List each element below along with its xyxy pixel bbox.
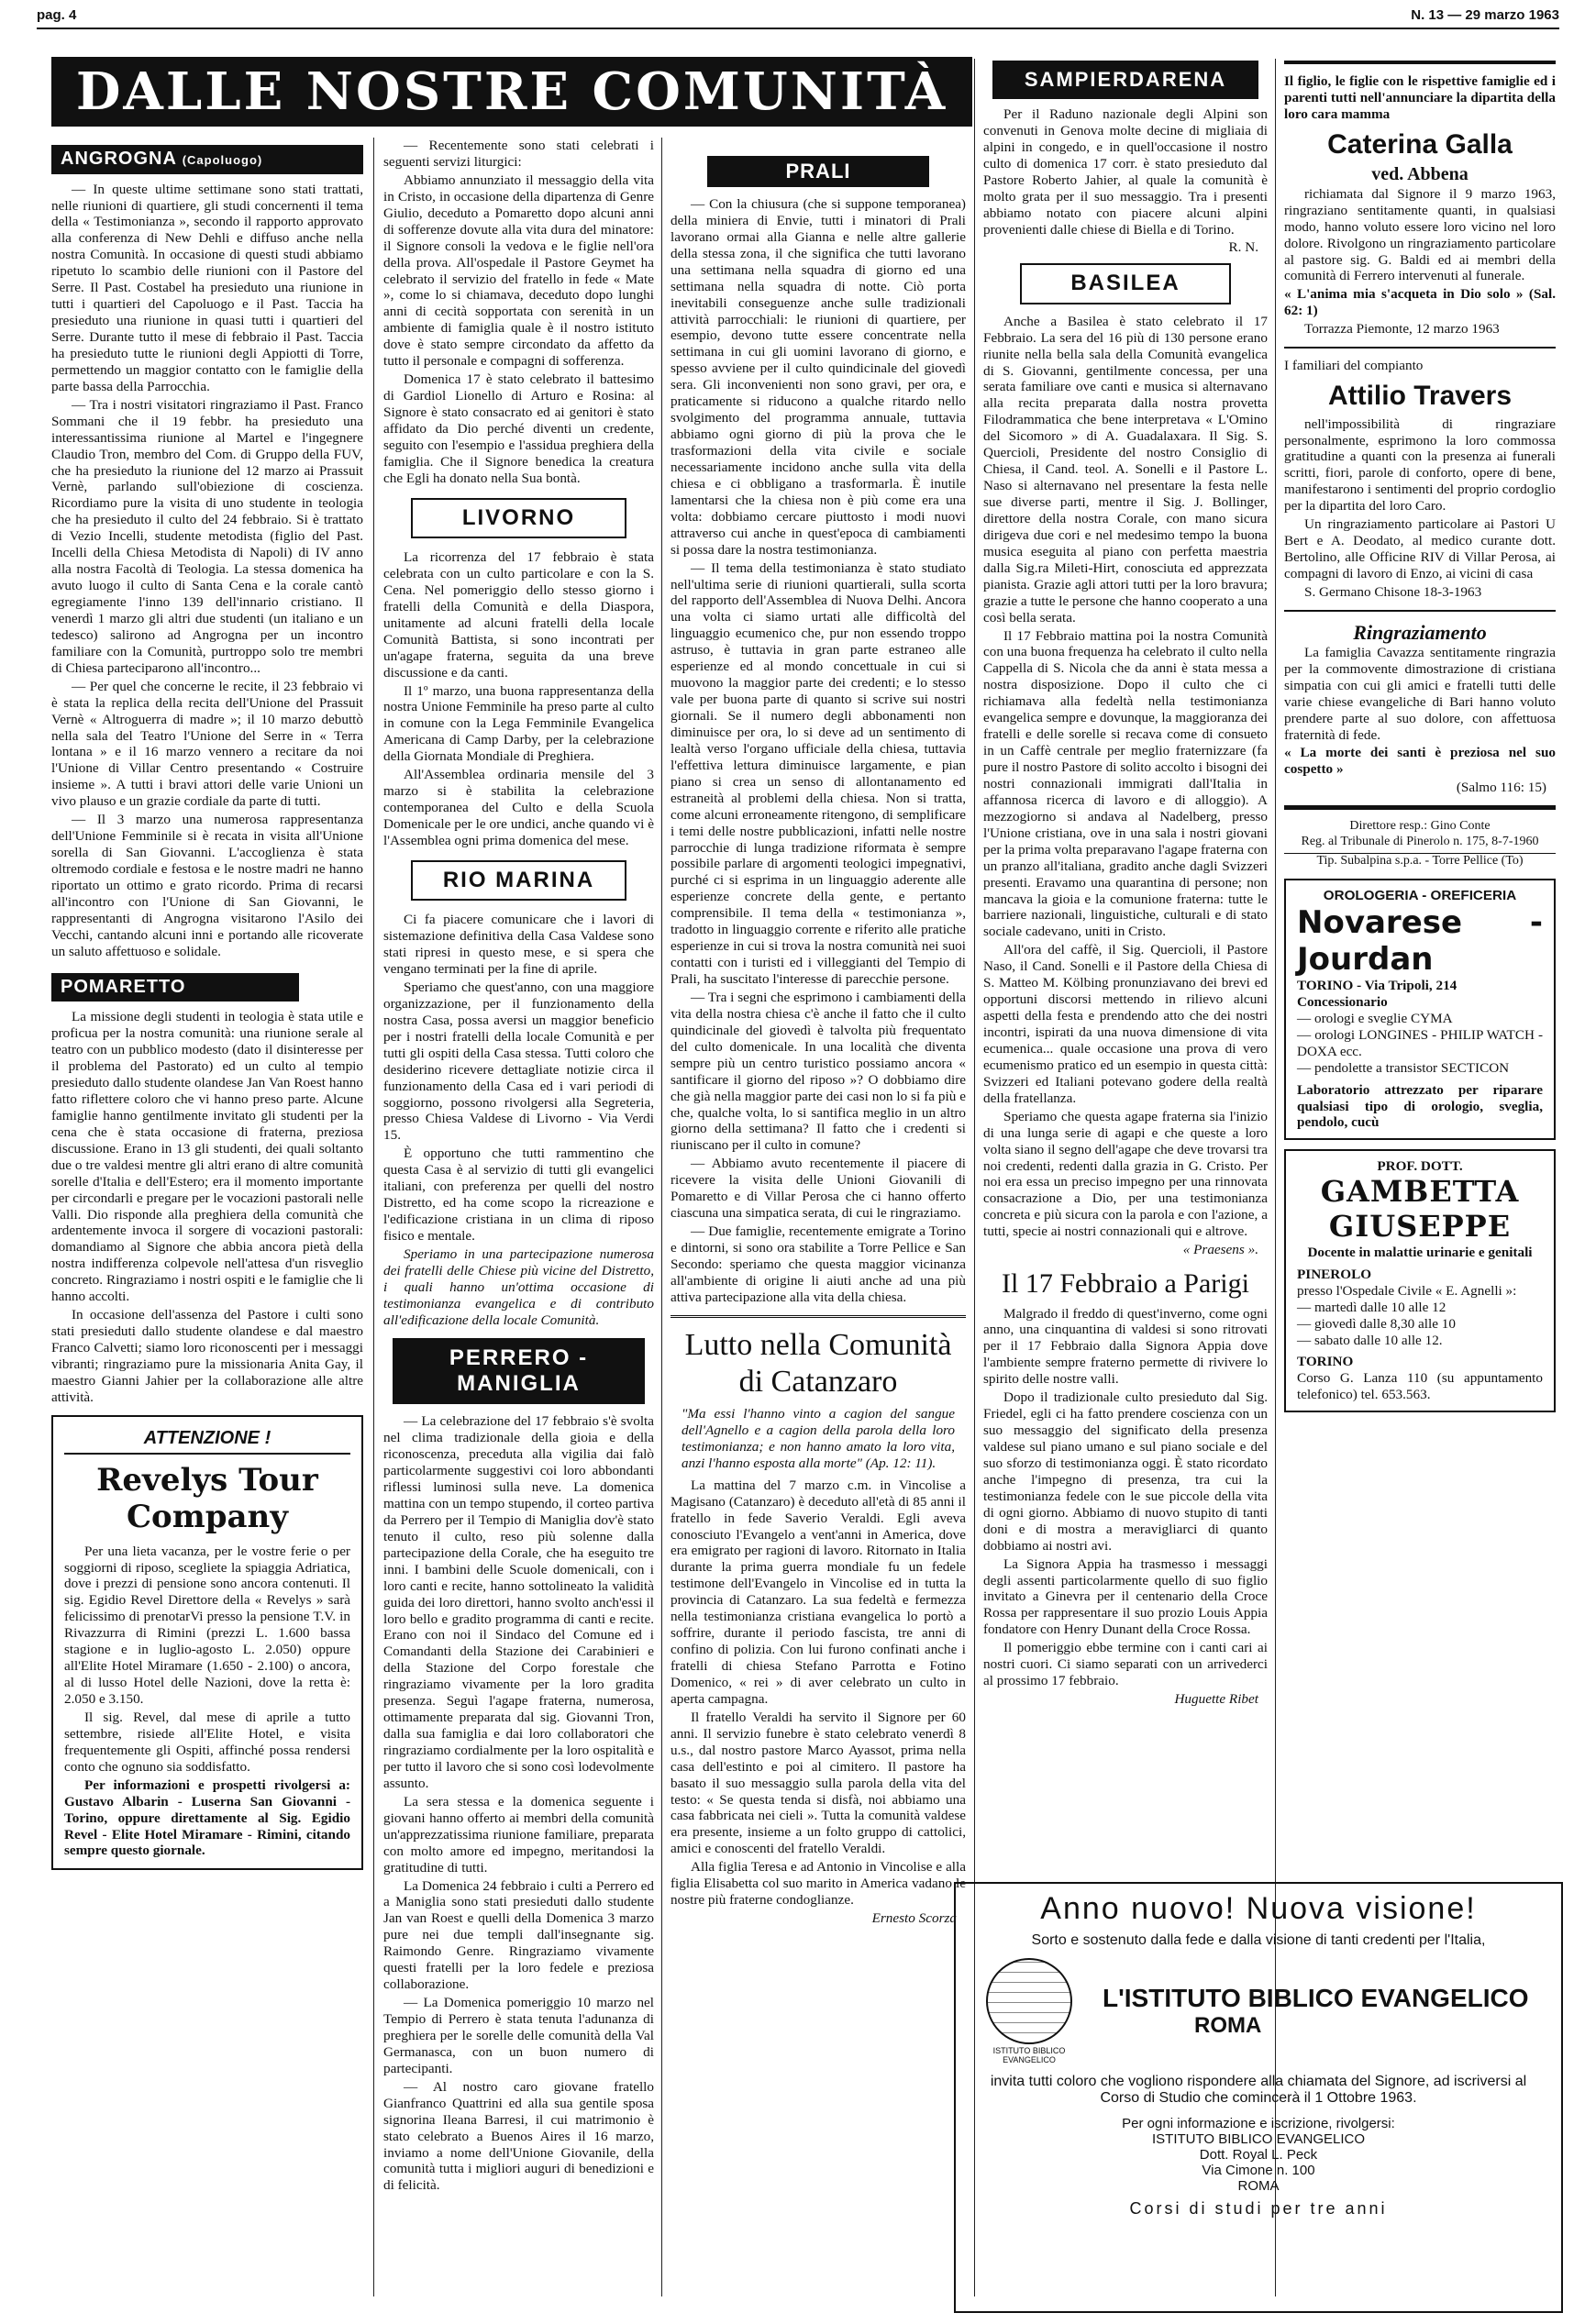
masthead: DALLE NOSTRE COMUNITÀ <box>51 57 972 127</box>
ad-address: Via Cimone n. 100 <box>1202 2163 1315 2178</box>
paragraph: — La Domenica pomeriggio 10 marzo nel Tempio di Perrero è stata tenuta l'adunanza di preghiera per le sorelle delle comunità della Val Germanasca, con un buon numero di partecipanti. <box>383 1995 654 2076</box>
doctor-hours: — sabato dalle 10 alle 12. <box>1297 1332 1443 1348</box>
doctor-ad <box>1284 1149 1556 1412</box>
section-title-livorno: LIVORNO <box>411 498 626 538</box>
obituary-intro: I familiari del compianto <box>1284 358 1424 374</box>
shop-lab: Laboratorio attrezzato per riparare qualsiasi tipo di orologio, sveglia, pendolo, cucù <box>1297 1081 1543 1131</box>
section-title-basilea: BASILEA <box>1020 263 1231 304</box>
column-divider <box>373 138 374 2296</box>
logo-text: ISTITUTO BIBLICO EVANGELICO <box>992 2046 1066 2064</box>
article-title-parigi: Il 17 Febbraio a Parigi <box>1002 1268 1249 1300</box>
paragraph: Il pomeriggio ebbe termine con i canti cari ai nostri cuori. Ci siamo separati con un arrivederci al prossimo 17 febbraio. <box>983 1640 1268 1689</box>
paragraph: La mattina del 7 marzo c.m. in Vincolise a Magisano (Catanzaro) è deceduto all'età di 85 anni il fratello in fede Saverio Veraldi. Egli aveva conosciuto l'Evangelo a vent'anni in America, dove era emigrato per ragioni di lavoro. Ritornato in Italia durante la prima guerra mondiale fu un fedele testimone dell'Evangelo in Vincolise ed in tutta la provincia di Catanzaro. La sua fedeltà e fermezza nella testimonianza cristiana evangelica lo portò a soffrire, durante il periodo fascista, tre anni di confino di polizia. Con lui furono confinati anche i fratelli di chiesa Stefano Parrotta e Fotino Domenico, « rei » di aver celebrato un culto in aperta campagna. <box>671 1477 966 1707</box>
divider <box>1284 347 1556 349</box>
divider <box>1284 805 1556 810</box>
ad-title: Anno nuovo! Nuova visione! <box>1040 1891 1477 1926</box>
institute-city: ROMA <box>1194 2013 1262 2038</box>
signature: R. N. <box>1228 239 1258 256</box>
column-4 <box>983 61 1268 1875</box>
paragraph: — Con la chiusura (che si suppone temporanea) della miniera di Envie, tutti i minatori di Prali lavorano ormai alla Gianna e nelle altre gallerie della stessa zona, il che significa che tutti lavorano una settimana nella squadra di giorno ed una settimana nella squadra di notte. Ciò porta inevitabili conseguenze anche sulle tradizionali attività parrocchiali: le riunioni di quartiere, per esempio, devono tutte essere concentrate nella settimana in cui gli uomini lavorano di giorno, e spesso avviene per il culto quindicinale del giovedì sera. Gli inconvenienti non sono gravi, per ora, e praticamente si riducono a qualche ritardo nello svolgimento del programma annuale, tuttavia abbiamo ogni giorno di più la prova che le trasformazioni della vita civile e sociale necessariamente incidono anche sulla vita della chiesa e ci obbligano a trasformarla. È inutile lamentarsi che la chiesa non è più come era una volta: dobbiamo cercare piuttosto i modi nuovi attraverso cui anche in quest'epoca di cambiamenti si possa dare la nostra testimonianza. <box>671 195 966 558</box>
paragraph: richiamata dal Signore il 9 marzo 1963, ringraziano sentitamente quanti, in qualsiasi modo, hanno voluto essere loro vicino nel loro dolore. Rivolgono un ringraziamento particolare al pastore sig. G. Baldi ed ai membri della comunità di Ferrero intervenuti al funerale. <box>1284 185 1556 284</box>
section-title-prali: PRALI <box>707 156 929 187</box>
paragraph: Il 17 Febbraio mattina poi la nostra Comunità con una buona frequenza ha celebrato il culto nella Cappella di S. Nicola che da anni è stata messa a nostra disposizione. Dopo il culto che ci richiamava alla fedeltà nella testimonianza evangelica sempre e dovunque, la maggioranza dei fratelli e delle sorelle si recava come di consueto in un Caffè centrale per meglio fraternizzare (fa pure il nostro Pastore di solito accolto i bisogni dei nostri connazionali immigrati dall'Italia in affannosa ricerca di lavoro e di alloggio). A mezzogiorno si andava al Nadelberg, presso l'Unione cristiana, ove in una sala i nostri giovani per la prima volta preparavano l'agape fraterna con un pranzo all'italiana, gradito anche dagli Svizzeri presenti. Eravamo una quarantina di persone; non mancava la gioia e la comunione fraterna: tutte le barriere nazionali, linguistiche, culturali e di stato sociale cadevano, uniti in Cristo. <box>983 627 1268 940</box>
paragraph: La Signora Appia ha trasmesso i messaggi degli assenti particolarmente quello di suo figlio invitato a Ginevra per il centenario della Croce Rossa per rappresentare il suo prozio Louis Appia fondatore con Henry Dunant della Croce Rossa. <box>983 1555 1268 1638</box>
paragraph: Per informazioni e prospetti rivolgersi a: Gustavo Albarin - Luserna San Giovanni - Torino, oppure direttamente al Sig. Egidio Revel - Elite Hotel Miramare - Rimini, citando sempre questo giornale. <box>64 1776 350 1859</box>
column-divider <box>661 138 662 2296</box>
paragraph: — Abbiamo avuto recentemente il piacere di ricevere la visita delle Unioni Giovanili di Pomaretto e di Villar Perosa che ci hanno offerto ciascuna una simpatica serata, di cui le ringraziamo. <box>671 1156 966 1222</box>
obituary-place: Torrazza Piemonte, 12 marzo 1963 <box>1304 321 1500 338</box>
signature: « Praesens ». <box>1182 1242 1258 1258</box>
bible-institute-ad <box>954 1882 1563 2313</box>
paragraph: Domenica 17 è stato celebrato il battesimo di Gardiol Lionello di Arturo e Rosina: al Signore è stato consacrato ed ai genitori è stato affidato da Dio perché diventi un credente, seguito con l'esempio e l'assidua preghiera della famiglia. Che il Signore benedica la creatura che Egli ha donato nella Sua bontà. <box>383 371 654 486</box>
page-number: pag. 4 <box>37 7 77 23</box>
issue-date: N. 13 — 29 marzo 1963 <box>1411 7 1559 23</box>
paragraph: In occasione dell'assenza del Pastore i culti sono stati presieduti dallo studente olandese e dal maestro Franco Calvetti; siamo loro riconoscenti per i messaggi vibranti; ringraziamo pure la missionaria Anita Gay, il maestro Gianni Jahier per la collaborazione alle altre attività. <box>51 1307 363 1405</box>
column-1 <box>51 138 363 2315</box>
paragraph: La missione degli studenti in teologia è stata utile e proficua per la nostra comunità: una riunione serale al teatro con un pubblico modesto (dato il disinteresse per il problema del Pastorato) ed un culto al tempio presieduto dallo studente olandese Jan Van Roest hanno fatto riflettere coloro che vi hanno preso parte. Alcune famiglie hanno gentilmente invitato gli studenti per la cena che è stata occasione di fraterna, preziosa discussione. Erano in 13 gli studenti, dei quali soltanto due o tre valdesi mentre gli altri erano di altre comunità sorelle d'Italia e dell'Estero; era il momento importante per circondarli e pregare per le vocazioni pastorali nelle Valli. Dio risponde alla preghiera della comunità che ardentemente invoca il sorgere di vocazioni pastorali: domandiamo al Signore che abbia ancora pietà della nostra indifferenza colpevole nell'attesa d'un risveglio concreto. Ringraziamo i nostri ospiti e le famiglie che li hanno accolti. <box>51 1009 363 1305</box>
paragraph: — Recentemente sono stati celebrati i seguenti servizi liturgici: <box>383 138 654 170</box>
obituary-intro: Il figlio, le figlie con le rispettive famiglie ed i parenti tutti nell'annunciare la dipartita della loro cara mamma <box>1284 73 1556 122</box>
paragraph: Speriamo che quest'anno, con una maggiore organizzazione, per il funzionamento della nostra Casa, possa aversi un maggior beneficio per i nostri fratelli della locale Comunità e per tutti gli ospiti della Casa stessa. Tutti coloro che desiderino ricevere dettagliate notizie circa il funzionamento della Casa ed i vari periodi di soggiorno, possono rivolgersi alla Segreteria, presso Chiesa Valdese di Livorno - Via Verdi 15. <box>383 979 654 1144</box>
shop-item: — orologi e sveglie CYMA <box>1297 1010 1453 1026</box>
globe-icon <box>986 1958 1072 2044</box>
divider <box>1284 610 1556 612</box>
ad-info: Per ogni informazione e iscrizione, rivolgersi: <box>1122 2116 1395 2131</box>
page-header <box>37 7 1559 29</box>
divider <box>671 1315 966 1318</box>
paragraph: Ci fa piacere comunicare che i lavori di sistemazione definitiva della Casa Valdese sono stati ripresi in questo mese, e si spera che vengano terminati per la fine di aprile. <box>383 912 654 977</box>
thanks-title: Ringraziamento <box>1353 620 1487 644</box>
shop-concessionaire: Concessionario <box>1297 993 1388 1010</box>
paragraph: Alla figlia Teresa e ad Antonio in Vincolise e alla figlia Elisabetta col suo marito in America vadano le nostre più fraterne condoglianze. <box>671 1859 966 1909</box>
doctor-hours: — giovedì dalle 8,30 alle 10 <box>1297 1315 1456 1332</box>
registration-line: Reg. al Tribunale di Pinerolo n. 175, 8-7-1960 <box>1301 834 1539 848</box>
paragraph: Il fratello Veraldi ha servito il Signore per 60 anni. Il servizio funebre è stato celebrato venerdì 8 u.s., dal nostro pastore Marco Ayassot, prima nella casa dell'estinto e poi al cimitero. Il pastore ha basato il suo messaggio sulla parola della vita del testo: « Se questa tenda si disfà, noi abbiamo una casa fabbricata nei cieli ». Tutta la comunità valdese era presente, insieme a un folto gruppo di cattolici, amici e conoscenti del fratello Veraldi. <box>671 1709 966 1857</box>
section-title-sampierdarena: SAMPIERDARENA <box>992 61 1258 99</box>
ad-address: ISTITUTO BIBLICO EVANGELICO <box>1152 2131 1365 2147</box>
revelys-ad <box>51 1415 363 1871</box>
paragraph: La ricorrenza del 17 febbraio è stata celebrata con un culto particolare e con la S. Cena. Nel pomeriggio dello stesso giorno i fratelli della Comunità e della Diaspora, unitamente ad alcuni fratelli della locale Comunità Battista, si sono incontrati per un'agape fraterna, seguita da una breve discussione e da canti. <box>383 549 654 681</box>
paragraph: Un ringraziamento particolare ai Pastori U Bert e A. Deodato, al medico curante dott. Bertolino, alle Officine RIV di Villar Perosa, ai compagni di lavoro di Enzo, ai vicini di casa <box>1284 516 1556 581</box>
paragraph: — Il 3 marzo una numerosa rappresentanza dell'Unione Femminile si è recata in visita all'Unione sorella di San Giovanni. L'accoglienza è stata oltremodo cordiale e festosa e le nostre madri ne hanno riportato un ottimo e grato ricordo. Prima di recarsi all'incontro con l'Unione di San Giovanni, le rappresentanti di Angrogna visitarono l'Asilo dei Vecchi, cantando alcuni inni e portando alle ricoverate un saluto affettuoso e solidale. <box>51 812 363 959</box>
paragraph: — Per quel che concerne le recite, il 23 febbraio vi è stata la replica della recita dell'Unione del Prassuit Vernè « Altroguerra di madre »; il 10 marzo debuttò nella sala del Teatro l'Unione del Serre in « Terra lontana » e il 16 marzo vennero a recitare da noi l'Unione di Villar Centro presentando « Costruire insieme ». A tutti i bravi attori delle varie Unioni un vivo plauso e un grazie cordiale da parte di tutti. <box>51 678 363 810</box>
ad-headline: ATTENZIONE ! <box>64 1424 350 1455</box>
paragraph: — Due famiglie, recentemente emigrate a Torino e dintorni, si sono ora stabilite a Torre Pellice e San Secondo: speriamo che questa maggior vicinanza all'ambiente di origine li aiuti anche ad una più attiva partecipazione alla vita della chiesa. <box>671 1223 966 1305</box>
paragraph: Speriamo in una partecipazione numerosa dei fratelli delle Chiese più vicine del Distretto, i quali hanno un'ottima occasione di testimonianza evangelica e di contributo all'edificazione della locale Comunità. <box>383 1245 654 1328</box>
paragraph: La famiglia Cavazza sentitamente ringrazia per la commovente dimostrazione di cristiana simpatia con cui gli amici e fratelli tutti delle varie chiese evangeliche di Bari hanno voluto prendere parte al suo dolore, con affettuosa fraternità di fede. <box>1284 644 1556 743</box>
paragraph: — Al nostro caro giovane fratello Gianfranco Quattrini ed alla sua gentile sposa signorina Ileana Barresi, il cui matrimonio è stato celebrato a Buenos Aires il 16 marzo, inviamo a nome dell'Unione Giovanile, della comunità tutta i migliori auguri di benedizioni e di felicità. <box>383 2078 654 2194</box>
thanks-quote: « La morte dei santi è preziosa nel suo cospetto » <box>1284 745 1556 778</box>
doctor-specialty: Docente in malattie urinarie e genitali <box>1307 1244 1533 1260</box>
shop-item: — orologi LONGINES - PHILIP WATCH - DOXA ecc. <box>1297 1026 1543 1059</box>
ad-invite: invita tutti coloro che vogliono rispondere alla chiamata del Signore, ad iscriversi al Corso di Studio che comincerà il 1 Ottobre 1963. <box>990 2074 1527 2106</box>
paragraph: Il 1º marzo, una buona rappresentanza della nostra Unione Femminile ha preso parte al culto in comune con la Lega Femminile Evangelica Americana di Camp Darby, per la celebrazione della Giornata Mondiale di Preghiera. <box>383 682 654 765</box>
doctor-hours: — martedì dalle 10 alle 12 <box>1297 1299 1446 1315</box>
column-2 <box>383 138 654 2315</box>
paragraph: — Tra i segni che esprimono i cambiamenti della vita della nostra chiesa c'è anche il fatto che il culto quindicinale del giovedì è talvolta più frequentato del culto domenicale. In una località che diventa sempre più un centro turistico possiamo ancora « santificare il giorno del riposo »? O dobbiamo dire che già nella maggior parte dei casi non lo si fa più e che, qualche volta, lo si santifica meglio in un altro giorno della settimana? Il fatto che i credenti si riuniscano per il culto in comune? <box>671 989 966 1154</box>
doctor-name: GAMBETTA GIUSEPPE <box>1320 1174 1520 1245</box>
doctor-city: PINEROLO <box>1297 1266 1372 1282</box>
paragraph: — La celebrazione del 17 febbraio s'è svolta nel clima tradizionale della gioia e della riconoscenza, preceduta alla vigilia dai falò particolarmente suggestivi coi loro abbondanti riflessi luminosi sulla neve. La domenica mattina con un tempo stupendo, il corteo partiva da Perrero per il Tempio di Maniglia dov'è stato tenuto il culto, reso più solenne dalla partecipazione della Corale, che ha eseguito tre inni. I bambini delle Scuole domenicali, con i loro canti e recite, hanno sottolineato la validità guida dei loro direttori, hanno svolto anch'essi il loro bello e gradito programma di canti e recite. Erano con noi il Sindaco del Comune ed i Comandanti della Stazione dei Carabinieri e della Stazione del Corpo forestale che ringraziamo vivamente per la loro gradita presenza. Seguì l'agape fraterna, numerosa, ottimamente preparata dal sig. Giovanni Tron, dalla sua famiglia e dai loro collaboratori che ringraziamo cordialmente per la loro ospitalità e per tutto il lavoro che si sono così lodevolmente assunto. <box>383 1413 654 1791</box>
paragraph: La sera stessa e la domenica seguente i giovani hanno offerto ai membri della comunità un'apprezzatissima riunione familiare, preparata con molto amore ed impegno, meritandosi la gratitudine di tutti. <box>383 1793 654 1876</box>
bible-quote: "Ma essi l'hanno vinto a cagion del sangue dell'Agnello e a cagion della parola della loro testimonianza; e non hanno amato la loro vita, anzi l'hanno esposta alla morte" (Ap. 12: 11). <box>682 1405 955 1471</box>
paragraph: All'Assemblea ordinaria mensile del 3 marzo si è stabilita la celebrazione contemporanea del Culto e della Scuola Domenicale per le ore undici, anche quando vi è l'Assemblea ogni prima domenica del mese. <box>383 767 654 848</box>
doctor-address: Corso G. Lanza 110 (su appuntamento telefonico) tel. 653.563. <box>1297 1370 1543 1403</box>
paragraph: Per il Raduno nazionale degli Alpini son convenuti in Genova molte decine di migliaia di alpini in congedo, e in quell'occasione il nostro culto di domenica 17 corr. è stato presieduto dal Pastore Roberto Jahier, al quale la comunità è molto grata per il suo messaggio. Tra i presenti abbiamo notato con piacere alcuni alpini provenienti dalle chiese di Biella e di Torino. <box>983 105 1268 238</box>
obituary-name: Caterina Galla <box>1327 128 1513 160</box>
signature: Ernesto Scorza <box>871 1910 957 1927</box>
editor-line: Direttore resp.: Gino Conte <box>1349 819 1491 834</box>
paragraph: Il sig. Revel, dal mese di aprile a tutto settembre, risiede all'Elite Hotel, e visita frequentemente gli Ospiti, affinché possa rendersi conto che ognuno sia soddisfatto. <box>64 1709 350 1775</box>
obituary-place: S. Germano Chisone 18-3-1963 <box>1304 583 1482 600</box>
ad-subtitle: Sorto e sostenuto dalla fede e dalla visione di tanti credenti per l'Italia, <box>1031 1932 1486 1948</box>
paragraph: All'ora del caffè, il Sig. Quercioli, il Pastore Naso, il Cand. Sonelli e il Pastore della Chiesa di S. Matteo M. Kölbing pronunziavano dei brevi ed opportuni discorsi mettendo in rilievo alcuni aspetti della festa e prendendo atto che dei nostri incontri, ispirati da una nuova dimensione di vita ecumenica... quale occasione una prova di vero ecumenismo pratico ed un esempio in questa città: Svizzeri ed Italiani potevano godere della realtà della fratellanza. <box>983 942 1268 1106</box>
section-title-perrero: PERRERO - MANIGLIA <box>393 1338 645 1405</box>
shop-address: TORINO - Via Tripoli, 214 <box>1297 977 1457 993</box>
paragraph: Anche a Basilea è stato celebrato il 17 Febbraio. La sera del 16 più di 130 persone erano riunite nella bella sala della Comunità evangelica di S. Giovanni, gentilmente concessa, per una serata familiare ove canti e musica si alternavano alla recita preparata dalla nostra provetta Filodrammatica che bene interpretava « L'Omino del Sicomoro » di A. Guadalaxara. Il Sig. S. Quercioli, Presidente del nostro Consiglio di Chiesa, il Cand. teol. A. Sonelli e il Pastore L. Naso si alternavano nel presentare la festa nelle sue diverse parti, mentre il Sig. J. Bollinger, direttore della nostra Corale, con mano sicura dirigeva due cori e nel medesimo tempo la buona musica eseguita al piano con perfetta maestria dalla Sig.ra Mileti-Hirt, conosciuta ed apprezzata pianista. Grazie agli attori tutti per la loro bravura; grazie a tutte le persone che hanno cooperato a una così bella serata. <box>983 313 1268 625</box>
doctor-title: PROF. DOTT. <box>1377 1158 1463 1175</box>
obituary-subname: ved. Abbena <box>1371 164 1469 185</box>
institute-name: L'ISTITUTO BIBLICO EVANGELICO <box>1103 1984 1529 2012</box>
section-title-angrogna: ANGROGNA (Capoluogo) <box>51 145 363 174</box>
doctor-city: TORINO <box>1297 1354 1354 1370</box>
paragraph: La Domenica 24 febbraio i culti a Perrero ed a Maniglia sono stati presieduti dallo studente Jan van Roest e quelli della Domenica 3 marzo pure nei due templi dall'insegnante sig. Raimondo Genre. Ringraziamo vivamente questi fratelli per la loro fedele e preziosa collaborazione. <box>383 1877 654 1993</box>
section-title-pomaretto: POMARETTO <box>51 973 299 1002</box>
paragraph: — In queste ultime settimane sono stati trattati, nelle riunioni di quartiere, gli studi concernenti il tema della « Testimonianza », secondo il rapporto approvato alla conferenza di New Dehli e diffuso anche nella nostra Comunità. In occasione di questi studi abbiamo ripetuto lo scambio delle riunioni con il Pastore del Serre. Il Past. Costabel ha presieduto una riunione in tutti i quartieri del Capoluogo e il Past. Taccia ha presieduto una riunione in quasi tutti i quartieri del Serre. Durante tutto il mese di febbraio il Past. Taccia ha presieduto tutte le riunioni degli Appiotti di Torre, permettendo un maggior contatto con le famiglie della parte bassa della Parrocchia. <box>51 181 363 394</box>
paragraph: Dopo il tradizionale culto presieduto dal Sig. Friedel, egli ci ha fatto prendere coscienza con un suo messaggio del significato della presenza valdese sul piano umano e sul piano sociale e del suo sforzo di testimonianza oggi. È stato ricordato anche l'impegno di presenza, tra cui la testimonianza fedele con le sue piccole della vita di ogni giorno. Abbiamo di nuovo stupito di tanti doni e di mostra a meravigliarci di quanto dobbiamo ai nostri avi. <box>983 1389 1268 1554</box>
printer-line: Tip. Subalpina s.p.a. - Torre Pellice (To) <box>1284 853 1556 869</box>
paragraph: È opportuno che tutti rammentino che questa Casa è al servizio di tutti gli evangelici italiani, con preferenza per quelli del nostro Distretto, ed ha come scopo la ricreazione e l'edificazione cristiana in un clima di riposo fisico e mentale. <box>383 1145 654 1244</box>
paragraph: Malgrado il freddo di quest'inverno, come ogni anno, una cinquantina di valdesi si sono ritrovati per il 17 Febbraio dalla Signora Appia dove l'ambiente sempre fraterno permette di rivivere lo spirito delle nostre valli. <box>983 1305 1268 1388</box>
ad-address: ROMA <box>1237 2178 1280 2194</box>
column-5 <box>1284 61 1556 1875</box>
ad-address: Dott. Royal L. Peck <box>1199 2147 1318 2163</box>
paragraph: nell'impossibilità di ringraziare personalmente, esprimono la loro commossa gratitudine a quanti con la presenza ai funerali scritti, fiori, parole di conforto, opere di bene, manifestarono i sentimenti del proprio cordoglio per la dipartita del loro Caro. <box>1284 415 1556 515</box>
divider <box>1284 61 1556 64</box>
watch-shop-ad <box>1284 879 1556 1141</box>
institute-logo <box>974 1958 1084 2064</box>
doctor-hospital: presso l'Ospedale Civile « E. Agnelli »: <box>1297 1282 1517 1299</box>
paragraph: Abbiamo annunziato il messaggio della vita in Cristo, in occasione della dipartenza di Genre Giulio, deceduto a Pomaretto dopo alcuni anni di sofferenze dovute alla vita dura del minatore: il Signore consoli la vedova e le figlie nell'ora della prova. All'ospedale il Pastore Geymet ha celebrato il servizio del fratello in fede « Mate », come lo si chiamava, deceduto dopo lunghi anni di cecità sopportata con serenità in un ambiente di famiglia quale è il nostro istituto dove è stato sempre circondato da affetto da tutto il personale e compagni di sofferenza. <box>383 172 654 370</box>
paragraph: Per una lieta vacanza, per le vostre ferie o per soggiorni di riposo, scegliete la spiaggia Adriatica, dove i prezzi di pensione sono ancora contenuti. Il sig. Egidio Revel Direttore della « Revelys » sarà felicissimo di prenotarVi presso la pensione T.V. in Rivazzurra di Rimini (prezzi L. 1.600 bassa stagione e in luglio-agosto L. 2.050) oppure all'Elite Hotel Miramare (1.650 - 2.100) o ancora, al di lusso Hotel delle Nazioni, dove la retta è: 2.050 e 3.150. <box>64 1543 350 1707</box>
paragraph: — Il tema della testimonianza è stato studiato nell'ultima serie di riunioni quartierali, sulla scorta del rapporto dell'Assemblea di Nuova Delhi. Ancora una volta ci siamo urtati alle difficoltà del linguaggio ecumenico che, pur non essendo troppo astruso, è tuttavia in gran parte estraneo alle esperienze ed al mondo concettuale in cui si muovono la maggior parte dei credenti; e lo stesso vale per buona parte di quanto si scrive sui nostri giornali. Se il numero degli abbonamenti non diminuisce per ora, lo si deve ad un sentimento di lealtà verso l'organo ufficiale della chiesa, tuttavia l'effettiva lettura diminuisce largamente, e pian piano si crea un senso di allontanamento ed estraneità al problemi della chiesa. Non si tratta, come alcuni erroneamente ritengono, di semplificare i temi delle nostre pubblicazioni, infatti nelle nostre parrocchie di lunga tradizione riformata è sempre possibile parlare di argomenti teologici impegnativi, purché ci si esprima in un linguaggio aderente alle esperienze concrete della gente, e pertanto comprensibile. Il tema della « testimonianza », tradotto in linguaggio corrente e riferito alle pratiche esperienze in cui si trova la nostra comunità nei suoi contatti con i turisti ed i villeggianti del Tempio di Prali, ha suscitato l'interesse di parecchie persone. <box>671 559 966 988</box>
section-title-rio-marina: RIO MARINA <box>411 860 626 901</box>
shop-item: — pendolette a transistor SECTICON <box>1297 1059 1510 1076</box>
article-title-lutto: Lutto nella Comunità di Catanzaro <box>684 1327 952 1399</box>
obituary-quote: « L'anima mia s'acqueta in Dio solo » (Sal. 62: 1) <box>1284 286 1556 319</box>
shop-header: OROLOGERIA - OREFICERIA <box>1323 887 1517 903</box>
obituary-name: Attilio Travers <box>1327 381 1513 412</box>
ad-course: Corsi di studi per tre anni <box>1129 2199 1388 2218</box>
shop-name: Novarese - Jourdan <box>1297 903 1543 978</box>
ad-title: Revelys Tour Company <box>96 1462 318 1536</box>
paragraph: Speriamo che questa agape fraterna sia l'inizio di una lunga serie di agapi e che queste a loro volta siano il segno dell'agape che deve trovarsi tra noi credenti, redenti dalla grazia in G. Cristo. Per noi era essa un preciso impegno per una rinnovata consacrazione a Dio, per una testimonianza concreta e più sicura con la parola e con l'azione, a tutti, specie ai nostri connazionali qui e altrove. <box>983 1108 1268 1240</box>
signature: Huguette Ribet <box>1174 1691 1258 1708</box>
column-3 <box>671 138 966 2315</box>
thanks-reference: (Salmo 116: 15) <box>1456 780 1546 796</box>
paragraph: — Tra i nostri visitatori ringraziamo il Past. Franco Sommani che il 19 febbr. ha presieduto una interessantissima riunione al Martel e l'ingegnere Claudio Tron, membro del Com. di Gruppo della FUV, che ha presieduto la riunione del 12 marzo ai Prassuit Vernè, parlando sull'obiezione di coscienza. Ricordiamo pure la visita di uno studente in teologia che ha presieduto il culto del 24 febbraio. Si è trattato di Vezio Incelli, studente metodista (figlio del Past. Incelli della Chiesa Metodista di Napoli) di IV anno alla nostra Facoltà di Teologia. La stessa domenica ha avuto luogo il culto di Santa Cena e la corale cantò egregiamente l'inno 139 dell'innario cristiano. Il venerdì 1 marzo gli altri due studenti (un italiano e un tedesco) salirono ad Angrogna per un incontro familiare con la Comunità, purtroppo solo tre membri di Chiesa parteciparono all'incontro... <box>51 396 363 676</box>
